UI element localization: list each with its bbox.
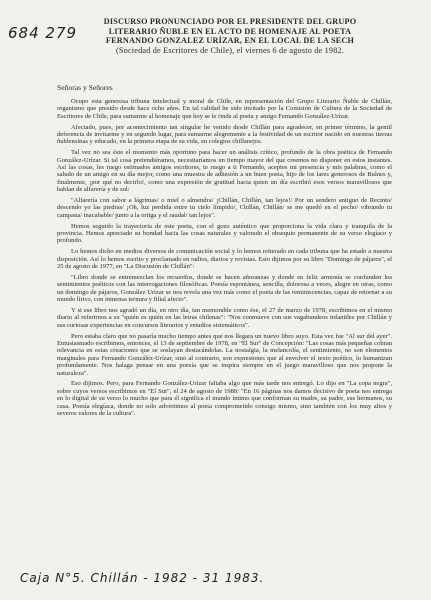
document-header <box>95 17 365 55</box>
paragraph: Lo hemos dicho en medios diversos de comunicación social y lo hemos reiterado en cada tribuna que ha estado a nuestra disposición. Así lo hemos escrito y proclamado en radios, diarios y revistas. Esto dijimos por su libro "Domingo de pájaros", el 25 de agosto de 1977, en "La Discusión de Chillán": <box>57 248 392 271</box>
paragraph: Y si ese libro nos agradó un día, en otro día, tan memorable como ése, el 27 de marzo de 1978, escribimos en el mismo diario al referirnos a su "quién es quién en las letras chilenas": "Nos conmueve con sus vagabundeos infantiles por Chillán y sus curiosas experiencias en concursos literarios y estudios sistemáticos". <box>57 306 392 329</box>
handwritten-catalog-number: 684 279 <box>8 24 78 42</box>
paragraph: Pero estaba claro que no pasaría mucho tiempo antes que nos llegara un nuevo libro suyo. Esta vez fue "Al sur del ayer". Entusiasmado escribimos, entonces, el 13 de septiembre de 1978, en "El Sur" de Concepción: "Las cosas más pequeñas cobran relevancia en estas creaciones que se soslayan destacándolas. La nostalgia, la melancolía, el sentimiento, no son elementos marginales para Fernando González-Urízar, sino al contrario, son expresiones que al envolver el texto poético, lo humanizan profundamente. Nos halaga pensar en una poesía que se inspira siempre en el juego maravilloso que nos propone la naturaleza". <box>57 332 392 377</box>
header-subline: (Sociedad de Escritores de Chile), el viernes 6 de agosto de 1982. <box>115 45 345 55</box>
paragraph: Eso dijimos. Pero, para Fernando González-Urízar faltaba algo que más tarde nos entregó. Lo dijo en "La copa negra", sobre cuyos versos escribimos en "El Sur", el 24 de agosto de 1980: "En 16 páginas nos damos decisivo de poeta nos entrega en lo digital de su verso lo mucho que para él significa el mundo íntimo que conforman su madre, su padre, sus hermanos, su casa. Poesía elegíaca, donde no solo advertimos al poeta comprometido consigo mismo, sino también con los muy altos y severos valores de la cultura". <box>57 380 392 417</box>
paragraph-quote: "Libro donde se entremezclan los recuerdos, donde se hacen añoranzas y donde en feliz armonía se confunden los sentimientos poéticos con las interrogaciones filosóficas. Poesía espontánea, sencilla, dolorosa a veces, alegre en otras, como un domingo de pájaros, González Urízar se nos revela una vez más como el poeta de las reminiscencias, capaz de retornar a su mundo lírico, con inmensa ternura y filial afecto". <box>57 273 392 304</box>
paragraph: Tal vez no sea éste el momento más oportuno para hacer un análisis crítico, profundo de la obra poética de Fernando González-Urízar. Si tal cosa pretendiéramos, necesitaríamos un tiempo mayor del que creemos no disponer en estos instantes. Así las cosas, les ruego estimados amigos escritores, te ruego a ti Fernando, aceptes mi presencia y mis palabras, como el saludo de un amigo en su día mejor, como una muestra de adhesión a un buen poeta, hijo de los lares generosos de Bulnes y, finalmente, ¡por qué no decirlo!, como una expresión de gratitud hacia quien un día escribió esos versos maravillosos que hablan de alfarería y de sol: <box>57 149 392 194</box>
paragraph-verse: "Alfarería con sabor a lágrimas/ o miel o almendra/ ¡Chillán, Chillán, tan lejos!/ Por un sendero antiguo de Recinto/ descendo yo las piedras/ ¡Oh, luz perdida entre tu cielo límpido/, Chillán, Chillán/ se me quedó en el pecho/ vibrando tu campana/ inacabable/ junto a la ortiga y el raudal/ tan lejos". <box>57 197 392 219</box>
paragraph: Hemos seguido la trayectoria de este poeta, con el gozo auténtico que proporciona la vida clara y tranquila de la provincia. Hemos apreciado su bondad hacia las cosas naturales y valorado el obsequio permanente de su verso elegíaco y profundo. <box>57 222 392 245</box>
paragraph: Afectado, pues, por acontecimiento tan singular he venido desde Chillán para agradecer, en primer término, la gentil deferencia de invitarme y en segundo lugar, para sumarme alegremente a la festividad de un escritor nacido en nuestras tierras ñublensinas y educado, en la primera etapa de su vida, en colegios chillanejos. <box>57 123 392 146</box>
paragraph: Ocupo esta generosa tribuna intelectual y moral de Chile, en representación del Grupo Literario Ñuble de Chillán, organismo que presido desde hace ocho años. En tal calidad he sido invitado por la Comisión de Cultura de la Sociedad de Escritores de Chile, para sumarme al homenaje que hoy se le rinde al poeta y amigo Fernando González-Urízar. <box>57 98 392 120</box>
salutation: Señoras y Señores <box>57 83 113 92</box>
header-line-1: DISCURSO PRONUNCIADO POR EL PRESIDENTE DEL GRUPO <box>103 17 357 26</box>
handwritten-archive-note: Caja N°5. Chillán - 1982 - 31 1983. <box>20 571 265 585</box>
header-line-2: LITERARIO ÑUBLE EN EL ACTO DE HOMENAJE AL POETA <box>108 26 352 36</box>
speech-body <box>57 98 392 421</box>
header-line-3: FERNANDO GONZALEZ URÍZAR, EN EL LOCAL DE LA SECH <box>105 36 355 46</box>
